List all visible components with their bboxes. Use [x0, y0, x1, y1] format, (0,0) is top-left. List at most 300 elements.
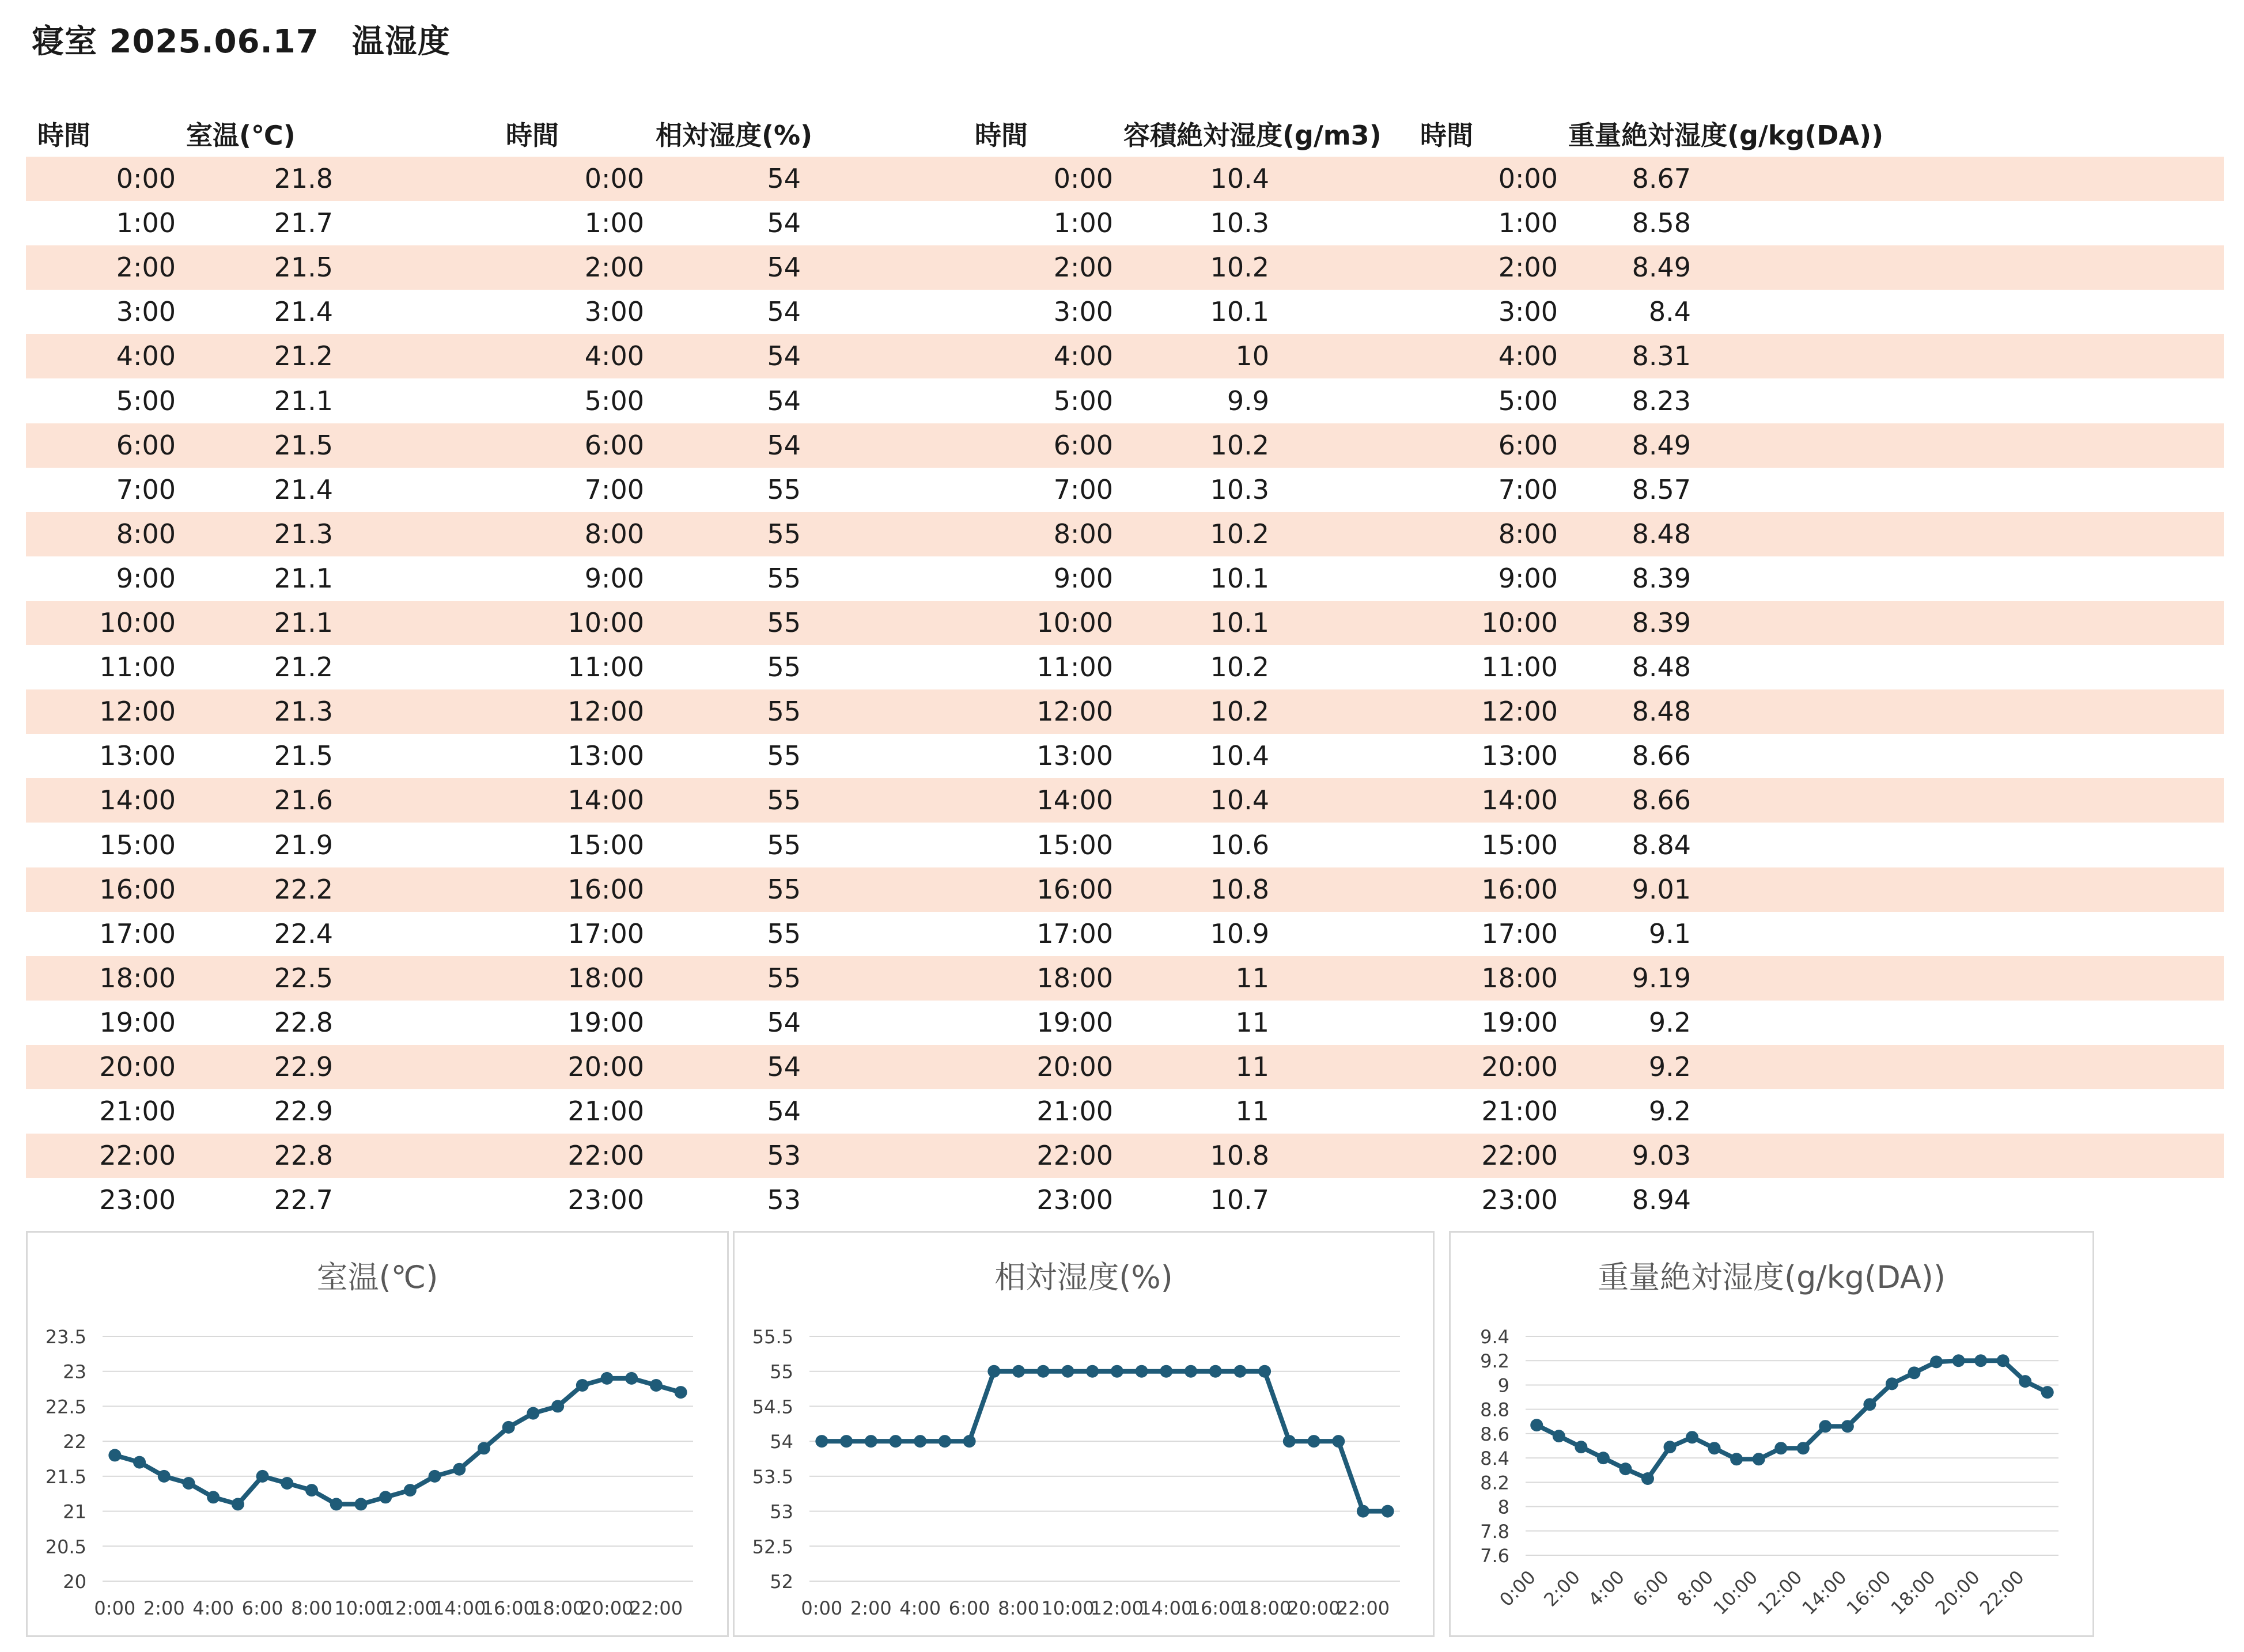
data-point: [1553, 1430, 1565, 1442]
y-tick-label: 8.2: [1480, 1472, 1509, 1494]
cell-temp: 22.2: [274, 873, 333, 905]
cell-temp: 21.3: [274, 696, 333, 728]
y-tick-label: 21: [63, 1501, 86, 1523]
data-point: [404, 1484, 417, 1496]
cell-time-1: 20:00: [99, 1051, 176, 1082]
cell-mah: 8.49: [1632, 429, 1691, 461]
cell-time-4: 20:00: [1481, 1051, 1558, 1082]
cell-rh: 55: [767, 873, 801, 905]
cell-time-4: 12:00: [1481, 696, 1558, 728]
chart-title-absolute-humidity: 重量絶対湿度(g/kg(DA)): [1598, 1259, 1946, 1295]
cell-vah: 10.4: [1210, 740, 1269, 772]
cell-time-4: 3:00: [1498, 296, 1558, 328]
cell-mah: 9.1: [1648, 918, 1691, 949]
cell-time-2: 4:00: [584, 340, 644, 372]
cell-vah: 10: [1235, 340, 1269, 372]
cell-time-1: 19:00: [99, 1006, 176, 1038]
chart-title-relative-humidity: 相対湿度(%): [994, 1259, 1173, 1295]
cell-time-3: 14:00: [1036, 785, 1113, 816]
cell-time-4: 15:00: [1481, 829, 1558, 861]
header-time-3: 時間: [975, 120, 1028, 151]
cell-time-4: 14:00: [1481, 785, 1558, 816]
y-tick-label: 23.5: [45, 1326, 86, 1348]
cell-vah: 10.1: [1210, 607, 1269, 638]
cell-time-2: 22:00: [567, 1140, 644, 1172]
x-tick-label: 4:00: [192, 1597, 234, 1619]
cell-vah: 10.9: [1210, 918, 1269, 949]
cell-temp: 22.7: [274, 1184, 333, 1216]
data-point: [1111, 1365, 1123, 1378]
data-point: [1332, 1435, 1345, 1448]
x-tick-label: 22:00: [1336, 1597, 1390, 1619]
data-point: [576, 1379, 589, 1392]
y-tick-label: 8.8: [1480, 1399, 1509, 1421]
data-point: [1774, 1442, 1787, 1454]
cell-time-2: 19:00: [567, 1006, 644, 1038]
cell-time-4: 19:00: [1481, 1006, 1558, 1038]
cell-time-3: 16:00: [1036, 873, 1113, 905]
cell-vah: 11: [1235, 962, 1269, 994]
header-mah: 重量絶対湿度(g/kg(DA)): [1568, 120, 1884, 151]
x-tick-label: 12:00: [1753, 1566, 1807, 1619]
x-tick-label: 8:00: [291, 1597, 332, 1619]
cell-mah: 8.84: [1632, 829, 1691, 861]
cell-time-2: 14:00: [567, 785, 644, 816]
data-point: [1686, 1431, 1698, 1443]
y-tick-label: 55: [770, 1361, 793, 1383]
data-point: [601, 1372, 614, 1385]
cell-mah: 9.01: [1632, 873, 1691, 905]
x-tick-label: 16:00: [1842, 1566, 1895, 1619]
cell-time-4: 0:00: [1498, 163, 1558, 194]
cell-time-2: 13:00: [567, 740, 644, 772]
data-point: [963, 1435, 976, 1448]
data-point: [354, 1498, 367, 1510]
cell-vah: 9.9: [1227, 385, 1269, 416]
page-title: 寝室 2025.06.17 温湿度: [32, 23, 451, 60]
cell-temp: 22.9: [274, 1096, 333, 1127]
cell-time-2: 5:00: [584, 385, 644, 416]
cell-rh: 54: [767, 385, 801, 416]
x-tick-label: 2:00: [143, 1597, 185, 1619]
x-tick-label: 0:00: [1495, 1566, 1540, 1611]
data-point: [1258, 1365, 1271, 1378]
data-point: [256, 1470, 269, 1483]
y-tick-label: 53.5: [752, 1465, 793, 1488]
cell-time-4: 22:00: [1481, 1140, 1558, 1172]
cell-temp: 21.8: [274, 163, 333, 194]
cell-rh: 53: [767, 1140, 801, 1172]
cell-time-1: 1:00: [116, 207, 176, 239]
data-point: [1209, 1365, 1222, 1378]
cell-time-3: 1:00: [1053, 207, 1113, 239]
cell-rh: 55: [767, 785, 801, 816]
cell-temp: 22.4: [274, 918, 333, 949]
data-point: [502, 1421, 515, 1434]
cell-vah: 11: [1235, 1051, 1269, 1082]
cell-time-3: 19:00: [1036, 1006, 1113, 1038]
x-tick-label: 20:00: [1287, 1597, 1341, 1619]
y-tick-label: 7.6: [1480, 1545, 1509, 1567]
cell-time-2: 6:00: [584, 429, 644, 461]
data-point: [108, 1449, 121, 1461]
y-tick-label: 9.2: [1480, 1350, 1509, 1373]
x-tick-label: 14:00: [1798, 1566, 1851, 1619]
cell-vah: 10.2: [1210, 651, 1269, 683]
cell-time-3: 12:00: [1036, 696, 1113, 728]
cell-time-4: 17:00: [1481, 918, 1558, 949]
data-point: [1061, 1365, 1074, 1378]
cell-time-1: 23:00: [99, 1184, 176, 1216]
y-tick-label: 7.8: [1480, 1520, 1509, 1543]
cell-time-3: 23:00: [1036, 1184, 1113, 1216]
data-point: [158, 1470, 171, 1483]
cell-temp: 21.6: [274, 785, 333, 816]
cell-mah: 9.19: [1632, 962, 1691, 994]
x-tick-label: 18:00: [1886, 1566, 1940, 1619]
cell-time-2: 7:00: [584, 473, 644, 505]
data-point: [1863, 1398, 1876, 1411]
cell-vah: 10.8: [1210, 1140, 1269, 1172]
y-tick-label: 53: [770, 1501, 793, 1523]
x-tick-label: 8:00: [998, 1597, 1039, 1619]
cell-rh: 55: [767, 607, 801, 638]
cell-time-4: 4:00: [1498, 340, 1558, 372]
data-point: [453, 1463, 466, 1476]
data-point: [1357, 1505, 1369, 1518]
cell-rh: 55: [767, 740, 801, 772]
data-point: [625, 1372, 638, 1385]
cell-time-3: 21:00: [1036, 1096, 1113, 1127]
cell-time-4: 11:00: [1481, 651, 1558, 683]
data-point: [1185, 1365, 1197, 1378]
y-tick-label: 22.5: [45, 1396, 86, 1418]
cell-temp: 21.1: [274, 562, 333, 594]
cell-vah: 10.4: [1210, 163, 1269, 194]
cell-temp: 21.1: [274, 385, 333, 416]
cell-time-1: 15:00: [99, 829, 176, 861]
data-point: [305, 1484, 318, 1496]
cell-time-1: 17:00: [99, 918, 176, 949]
cell-time-3: 22:00: [1036, 1140, 1113, 1172]
chart-plot-absolute-humidity: [1451, 1233, 2092, 1635]
cell-temp: 22.5: [274, 962, 333, 994]
cell-vah: 10.3: [1210, 473, 1269, 505]
cell-time-4: 7:00: [1498, 473, 1558, 505]
data-point: [1952, 1354, 1965, 1367]
data-point: [1708, 1442, 1721, 1454]
data-point: [1530, 1419, 1543, 1431]
cell-mah: 8.48: [1632, 518, 1691, 550]
cell-time-4: 8:00: [1498, 518, 1558, 550]
header-time-2: 時間: [506, 120, 559, 151]
cell-mah: 9.03: [1632, 1140, 1691, 1172]
data-point: [1575, 1441, 1587, 1453]
cell-time-3: 3:00: [1053, 296, 1113, 328]
cell-time-2: 16:00: [567, 873, 644, 905]
y-tick-label: 23: [63, 1361, 86, 1383]
cell-time-2: 2:00: [584, 252, 644, 283]
x-tick-label: 10:00: [1041, 1597, 1095, 1619]
cell-mah: 8.66: [1632, 740, 1691, 772]
cell-time-1: 14:00: [99, 785, 176, 816]
cell-rh: 54: [767, 207, 801, 239]
cell-time-1: 21:00: [99, 1096, 176, 1127]
x-tick-label: 14:00: [1140, 1597, 1193, 1619]
cell-time-2: 0:00: [584, 163, 644, 194]
data-point: [1819, 1420, 1831, 1433]
data-point: [478, 1442, 490, 1454]
cell-rh: 55: [767, 918, 801, 949]
chart-relative-humidity: [733, 1231, 1435, 1637]
cell-mah: 8.58: [1632, 207, 1691, 239]
data-point: [1086, 1365, 1099, 1378]
y-tick-label: 8.4: [1480, 1448, 1509, 1470]
cell-vah: 10.2: [1210, 429, 1269, 461]
data-point: [330, 1498, 343, 1510]
data-point: [1886, 1377, 1898, 1390]
data-point: [840, 1435, 853, 1448]
header-temp: 室温(℃): [186, 120, 296, 151]
x-tick-label: 12:00: [1090, 1597, 1144, 1619]
x-tick-label: 6:00: [241, 1597, 283, 1619]
cell-time-4: 13:00: [1481, 740, 1558, 772]
x-tick-label: 6:00: [948, 1597, 990, 1619]
data-point: [1283, 1435, 1296, 1448]
data-point: [1908, 1366, 1920, 1379]
cell-temp: 21.5: [274, 740, 333, 772]
cell-time-2: 17:00: [567, 918, 644, 949]
x-tick-label: 22:00: [1975, 1566, 2029, 1619]
x-tick-label: 8:00: [1672, 1566, 1718, 1611]
x-tick-label: 18:00: [1238, 1597, 1292, 1619]
cell-vah: 10.1: [1210, 562, 1269, 594]
cell-mah: 8.23: [1632, 385, 1691, 416]
cell-time-3: 0:00: [1053, 163, 1113, 194]
data-point: [1037, 1365, 1050, 1378]
y-tick-label: 20: [63, 1571, 86, 1593]
data-point: [527, 1407, 539, 1420]
cell-time-3: 13:00: [1036, 740, 1113, 772]
cell-time-3: 5:00: [1053, 385, 1113, 416]
cell-time-2: 3:00: [584, 296, 644, 328]
cell-temp: 21.5: [274, 252, 333, 283]
cell-rh: 54: [767, 429, 801, 461]
y-tick-label: 52: [770, 1571, 793, 1593]
cell-time-4: 1:00: [1498, 207, 1558, 239]
cell-temp: 22.8: [274, 1140, 333, 1172]
cell-rh: 54: [767, 1051, 801, 1082]
cell-vah: 10.2: [1210, 518, 1269, 550]
data-point: [182, 1477, 195, 1490]
cell-mah: 9.2: [1648, 1006, 1691, 1038]
cell-time-1: 6:00: [116, 429, 176, 461]
cell-time-3: 7:00: [1053, 473, 1113, 505]
x-tick-label: 20:00: [580, 1597, 634, 1619]
cell-time-2: 11:00: [567, 651, 644, 683]
y-tick-label: 54: [770, 1431, 793, 1453]
data-point: [1012, 1365, 1025, 1378]
y-tick-label: 22: [63, 1431, 86, 1453]
cell-vah: 10.2: [1210, 252, 1269, 283]
cell-temp: 21.5: [274, 429, 333, 461]
data-point: [207, 1491, 220, 1503]
cell-rh: 54: [767, 163, 801, 194]
cell-temp: 21.3: [274, 518, 333, 550]
x-tick-label: 0:00: [801, 1597, 843, 1619]
cell-rh: 55: [767, 518, 801, 550]
cell-time-1: 9:00: [116, 562, 176, 594]
chart-plot-temperature: [28, 1233, 727, 1635]
cell-time-3: 6:00: [1053, 429, 1113, 461]
cell-vah: 11: [1235, 1096, 1269, 1127]
cell-temp: 21.4: [274, 473, 333, 505]
cell-time-3: 20:00: [1036, 1051, 1113, 1082]
data-point: [650, 1379, 663, 1392]
cell-rh: 53: [767, 1184, 801, 1216]
y-tick-label: 52.5: [752, 1536, 793, 1558]
data-point: [939, 1435, 951, 1448]
cell-mah: 9.2: [1648, 1051, 1691, 1082]
cell-time-3: 8:00: [1053, 518, 1113, 550]
cell-rh: 55: [767, 651, 801, 683]
y-tick-label: 8.6: [1480, 1423, 1509, 1445]
y-tick-label: 9.4: [1480, 1326, 1509, 1348]
cell-vah: 10.1: [1210, 296, 1269, 328]
x-tick-label: 18:00: [531, 1597, 585, 1619]
cell-vah: 10.3: [1210, 207, 1269, 239]
cell-time-3: 10:00: [1036, 607, 1113, 638]
data-point: [2019, 1375, 2031, 1388]
cell-time-4: 16:00: [1481, 873, 1558, 905]
y-tick-label: 20.5: [45, 1536, 86, 1558]
x-tick-label: 10:00: [1709, 1566, 1762, 1619]
data-point: [1753, 1453, 1765, 1465]
cell-mah: 9.2: [1648, 1096, 1691, 1127]
chart-absolute-humidity: [1449, 1231, 2094, 1637]
data-point: [1730, 1453, 1743, 1465]
cell-rh: 54: [767, 252, 801, 283]
cell-time-2: 1:00: [584, 207, 644, 239]
cell-time-1: 3:00: [116, 296, 176, 328]
cell-time-2: 9:00: [584, 562, 644, 594]
cell-time-1: 5:00: [116, 385, 176, 416]
cell-mah: 8.39: [1632, 607, 1691, 638]
cell-mah: 8.66: [1632, 785, 1691, 816]
cell-time-2: 12:00: [567, 696, 644, 728]
cell-time-3: 18:00: [1036, 962, 1113, 994]
cell-rh: 54: [767, 340, 801, 372]
x-tick-label: 0:00: [94, 1597, 136, 1619]
data-point: [1797, 1442, 1810, 1454]
cell-time-4: 6:00: [1498, 429, 1558, 461]
y-tick-label: 55.5: [752, 1326, 793, 1348]
header-vah: 容積絶対湿度(g/m3): [1123, 120, 1382, 151]
data-point: [281, 1477, 293, 1490]
header-rh: 相対湿度(%): [656, 120, 813, 151]
cell-time-2: 15:00: [567, 829, 644, 861]
cell-time-1: 22:00: [99, 1140, 176, 1172]
data-point: [379, 1491, 392, 1503]
x-tick-label: 20:00: [1931, 1566, 1984, 1619]
cell-rh: 55: [767, 473, 801, 505]
data-point: [1136, 1365, 1148, 1378]
cell-rh: 55: [767, 829, 801, 861]
chart-plot-relative-humidity: [735, 1233, 1433, 1635]
cell-mah: 8.67: [1632, 163, 1691, 194]
cell-vah: 10.8: [1210, 873, 1269, 905]
cell-time-1: 10:00: [99, 607, 176, 638]
cell-rh: 54: [767, 1006, 801, 1038]
y-tick-label: 21.5: [45, 1465, 86, 1488]
data-point: [675, 1386, 687, 1399]
cell-time-3: 2:00: [1053, 252, 1113, 283]
data-point: [865, 1435, 877, 1448]
cell-time-2: 10:00: [567, 607, 644, 638]
data-point: [1841, 1420, 1854, 1433]
data-point: [1619, 1462, 1632, 1475]
series-line: [1537, 1361, 2047, 1479]
cell-mah: 8.94: [1632, 1184, 1691, 1216]
cell-time-1: 18:00: [99, 962, 176, 994]
cell-temp: 22.9: [274, 1051, 333, 1082]
data-point: [2041, 1386, 2054, 1399]
cell-time-2: 23:00: [567, 1184, 644, 1216]
header-time-1: 時間: [37, 120, 90, 151]
cell-mah: 8.57: [1632, 473, 1691, 505]
cell-time-4: 18:00: [1481, 962, 1558, 994]
cell-rh: 54: [767, 296, 801, 328]
cell-vah: 11: [1235, 1006, 1269, 1038]
cell-vah: 10.4: [1210, 785, 1269, 816]
cell-time-4: 2:00: [1498, 252, 1558, 283]
cell-time-2: 21:00: [567, 1096, 644, 1127]
cell-time-2: 8:00: [584, 518, 644, 550]
data-point: [1382, 1505, 1394, 1518]
cell-temp: 21.4: [274, 296, 333, 328]
cell-rh: 55: [767, 962, 801, 994]
cell-temp: 21.7: [274, 207, 333, 239]
data-point: [1930, 1355, 1943, 1368]
chart-title-temperature: 室温(℃): [316, 1259, 438, 1295]
cell-time-3: 11:00: [1036, 651, 1113, 683]
cell-time-3: 17:00: [1036, 918, 1113, 949]
data-point: [1597, 1452, 1610, 1464]
cell-temp: 21.2: [274, 651, 333, 683]
cell-time-1: 16:00: [99, 873, 176, 905]
cell-time-1: 11:00: [99, 651, 176, 683]
cell-temp: 21.9: [274, 829, 333, 861]
cell-time-2: 20:00: [567, 1051, 644, 1082]
data-point: [1308, 1435, 1320, 1448]
cell-rh: 55: [767, 562, 801, 594]
data-point: [1233, 1365, 1246, 1378]
data-point: [429, 1470, 441, 1483]
y-tick-label: 9: [1497, 1374, 1509, 1397]
y-tick-label: 8: [1497, 1496, 1509, 1518]
data-point: [1974, 1354, 1987, 1367]
cell-temp: 21.2: [274, 340, 333, 372]
cell-time-2: 18:00: [567, 962, 644, 994]
chart-temperature: [26, 1231, 729, 1637]
x-tick-label: 10:00: [334, 1597, 388, 1619]
data-point: [232, 1498, 244, 1510]
cell-time-3: 4:00: [1053, 340, 1113, 372]
x-tick-label: 16:00: [482, 1597, 535, 1619]
data-point: [914, 1435, 926, 1448]
header-time-4: 時間: [1420, 120, 1473, 151]
cell-mah: 8.48: [1632, 696, 1691, 728]
